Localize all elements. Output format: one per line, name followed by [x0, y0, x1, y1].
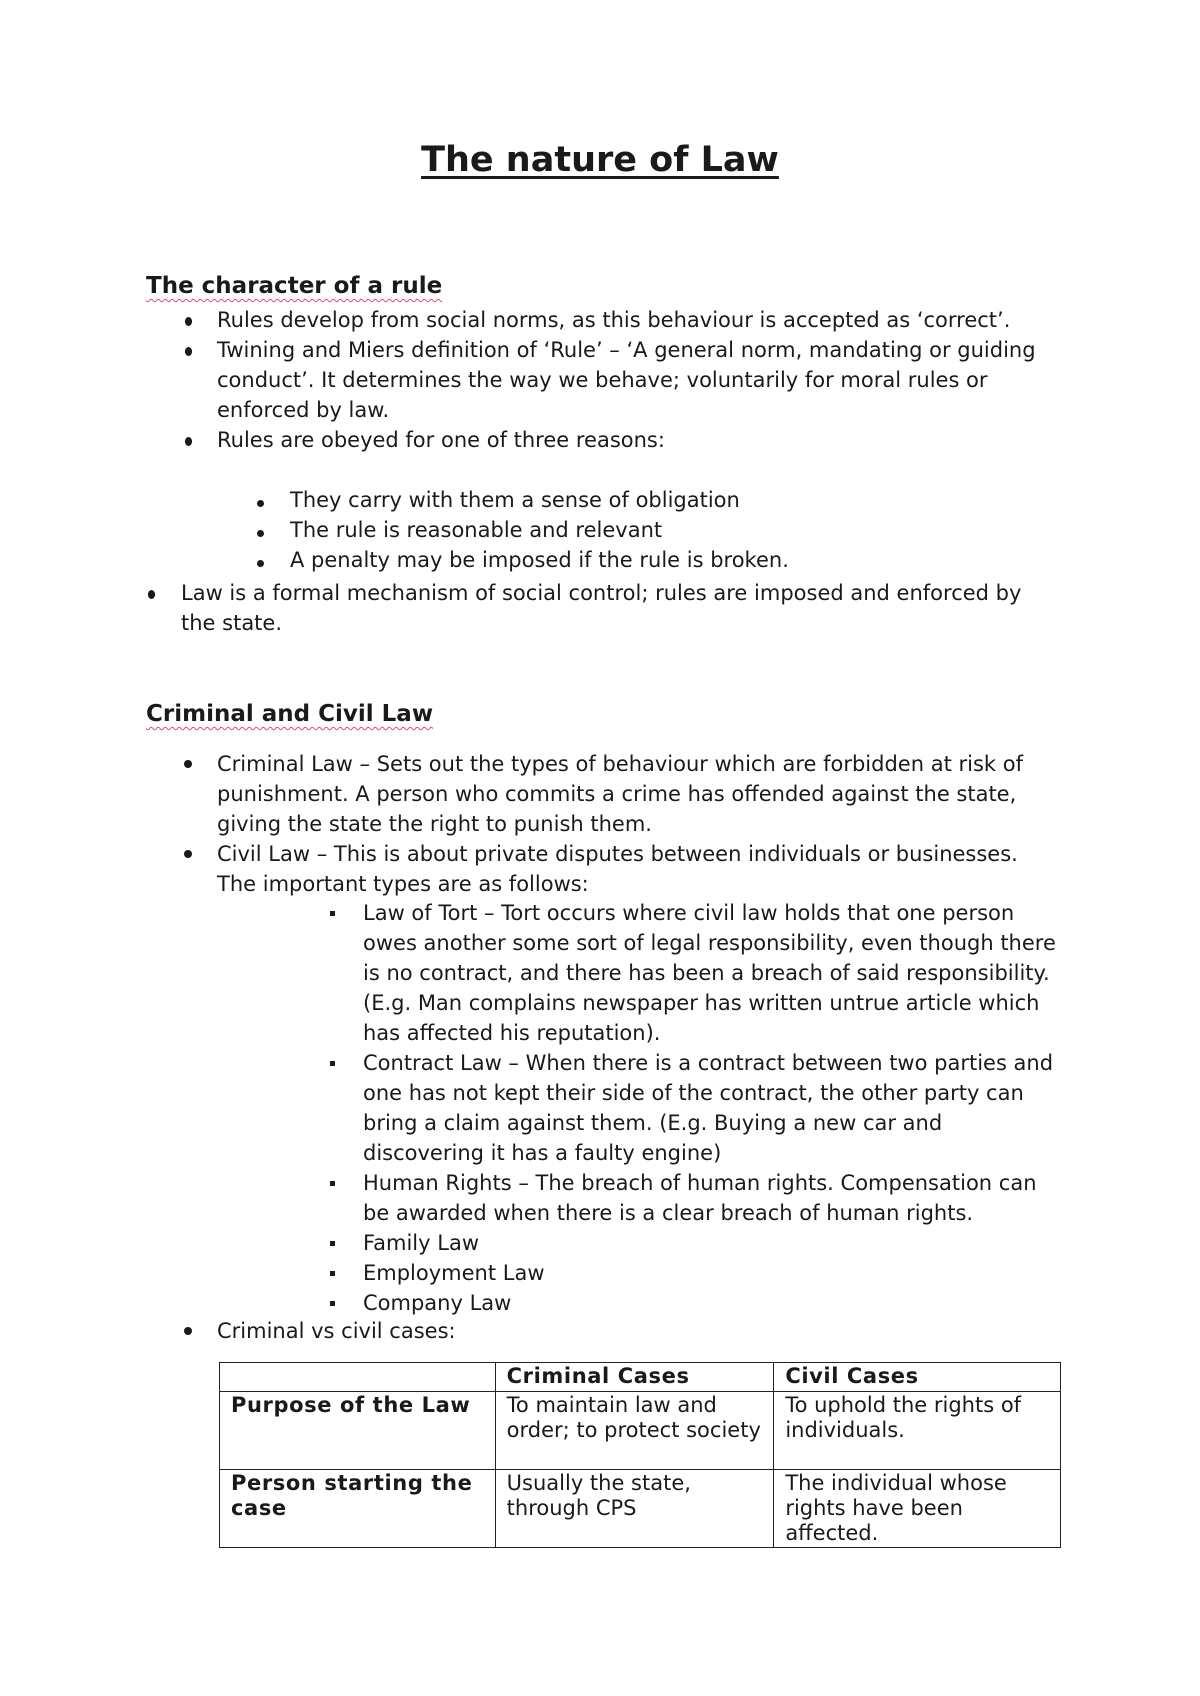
- square-bullet-icon: [330, 1241, 335, 1246]
- table-cell: Usually the state, through CPS: [495, 1470, 774, 1548]
- list-item: [290, 515, 1050, 545]
- list-item-text: Law is a formal mechanism of social control; rules are imposed and enforced by the state.: [181, 581, 1022, 635]
- table-header-row: [220, 1363, 1061, 1392]
- bullet-icon: [185, 317, 192, 326]
- bullet-icon: [184, 760, 192, 768]
- circle-bullet-icon: [257, 530, 264, 537]
- square-bullet-icon: [330, 1301, 335, 1306]
- list-item-text: Law of Tort – Tort occurs where civil law holds that one person owes another some sort of legal responsibility, even though there is no contract, and there has been a breach of said responsibility. (E.g. Man complains newspaper has written untrue article which has affected his reputation).: [363, 901, 1056, 1045]
- table-row-header: Person starting the case: [220, 1470, 496, 1548]
- section-heading-criminal-civil-law: Criminal and Civil Law: [146, 701, 434, 727]
- list-item-text: Human Rights – The breach of human rights. Compensation can be awarded when there is a clear breach of human rights.: [363, 1171, 1037, 1225]
- list-item-text: Family Law: [363, 1231, 479, 1255]
- section-heading-character-of-rule: The character of a rule: [146, 273, 443, 299]
- list-item-text: Criminal Law – Sets out the types of behaviour which are forbidden at risk of punishment. A person who commits a crime has offended against the state, giving the state the right to punish them.: [217, 752, 1023, 836]
- bullet-icon: [184, 850, 192, 858]
- list-item: [217, 1316, 1057, 1346]
- table-header-cell: Criminal Cases: [495, 1363, 774, 1392]
- bullet-icon: [185, 437, 192, 446]
- square-bullet-icon: [330, 911, 335, 916]
- list-item-text: Rules develop from social norms, as this behaviour is accepted as ‘correct’.: [217, 308, 1011, 332]
- table-cell: To maintain law and order; to protect society: [495, 1392, 774, 1470]
- list-item: [181, 578, 1061, 638]
- list-item-text: They carry with them a sense of obligation: [290, 488, 740, 512]
- law-control-list: [181, 578, 1061, 638]
- list-item-text: Criminal vs civil cases:: [217, 1319, 456, 1343]
- bullet-icon: [185, 347, 192, 356]
- list-item-text: The rule is reasonable and relevant: [290, 518, 663, 542]
- reasons-sublist: [290, 485, 1050, 575]
- square-bullet-icon: [330, 1271, 335, 1276]
- rule-bullet-list: [217, 305, 1057, 455]
- bullet-icon: [148, 590, 155, 599]
- list-item-text: Company Law: [363, 1291, 512, 1315]
- circle-bullet-icon: [257, 500, 264, 507]
- criminal-civil-list: [217, 749, 1057, 899]
- list-item: [217, 425, 1057, 455]
- table-row-header: Purpose of the Law: [220, 1392, 496, 1470]
- table-row: [220, 1470, 1061, 1548]
- list-item: [217, 305, 1057, 335]
- comparison-intro-list: [217, 1316, 1057, 1346]
- list-item: [363, 1228, 1063, 1258]
- table-cell: To uphold the rights of individuals.: [774, 1392, 1061, 1470]
- circle-bullet-icon: [257, 560, 264, 567]
- table-cell: The individual whose rights have been affected.: [774, 1470, 1061, 1548]
- list-item-text: Civil Law – This is about private disputes between individuals or businesses. The important types are as follows:: [217, 842, 1018, 896]
- list-item: [217, 335, 1057, 425]
- list-item-text: Employment Law: [363, 1261, 545, 1285]
- bullet-icon: [184, 1327, 192, 1335]
- list-item-text: Twining and Miers definition of ‘Rule’ – ‘A general norm, mandating or guiding conduct’. It determines the way we behave; voluntarily for moral rules or enforced by law.: [217, 338, 1036, 422]
- list-item: [290, 545, 1050, 575]
- table-header-cell: Civil Cases: [774, 1363, 1061, 1392]
- square-bullet-icon: [330, 1181, 335, 1186]
- list-item: [363, 1258, 1063, 1288]
- list-item-text: Rules are obeyed for one of three reasons:: [217, 428, 665, 452]
- list-item: [363, 898, 1063, 1048]
- list-item: [217, 749, 1057, 839]
- list-item: [290, 485, 1050, 515]
- list-item: [217, 839, 1057, 899]
- table-header-cell: [220, 1363, 496, 1392]
- document-title: The nature of Law: [421, 140, 779, 180]
- criminal-vs-civil-table: [219, 1362, 1061, 1548]
- list-item-text: Contract Law – When there is a contract between two parties and one has not kept their side of the contract, the other party can bring a claim against them. (E.g. Buying a new car and discovering it has a faulty engine): [363, 1051, 1054, 1165]
- list-item: [363, 1168, 1063, 1228]
- table-row: [220, 1392, 1061, 1470]
- list-item: [363, 1048, 1063, 1168]
- civil-types-sublist: [363, 898, 1063, 1318]
- list-item-text: A penalty may be imposed if the rule is broken.: [290, 548, 789, 572]
- square-bullet-icon: [330, 1061, 335, 1066]
- list-item: [363, 1288, 1063, 1318]
